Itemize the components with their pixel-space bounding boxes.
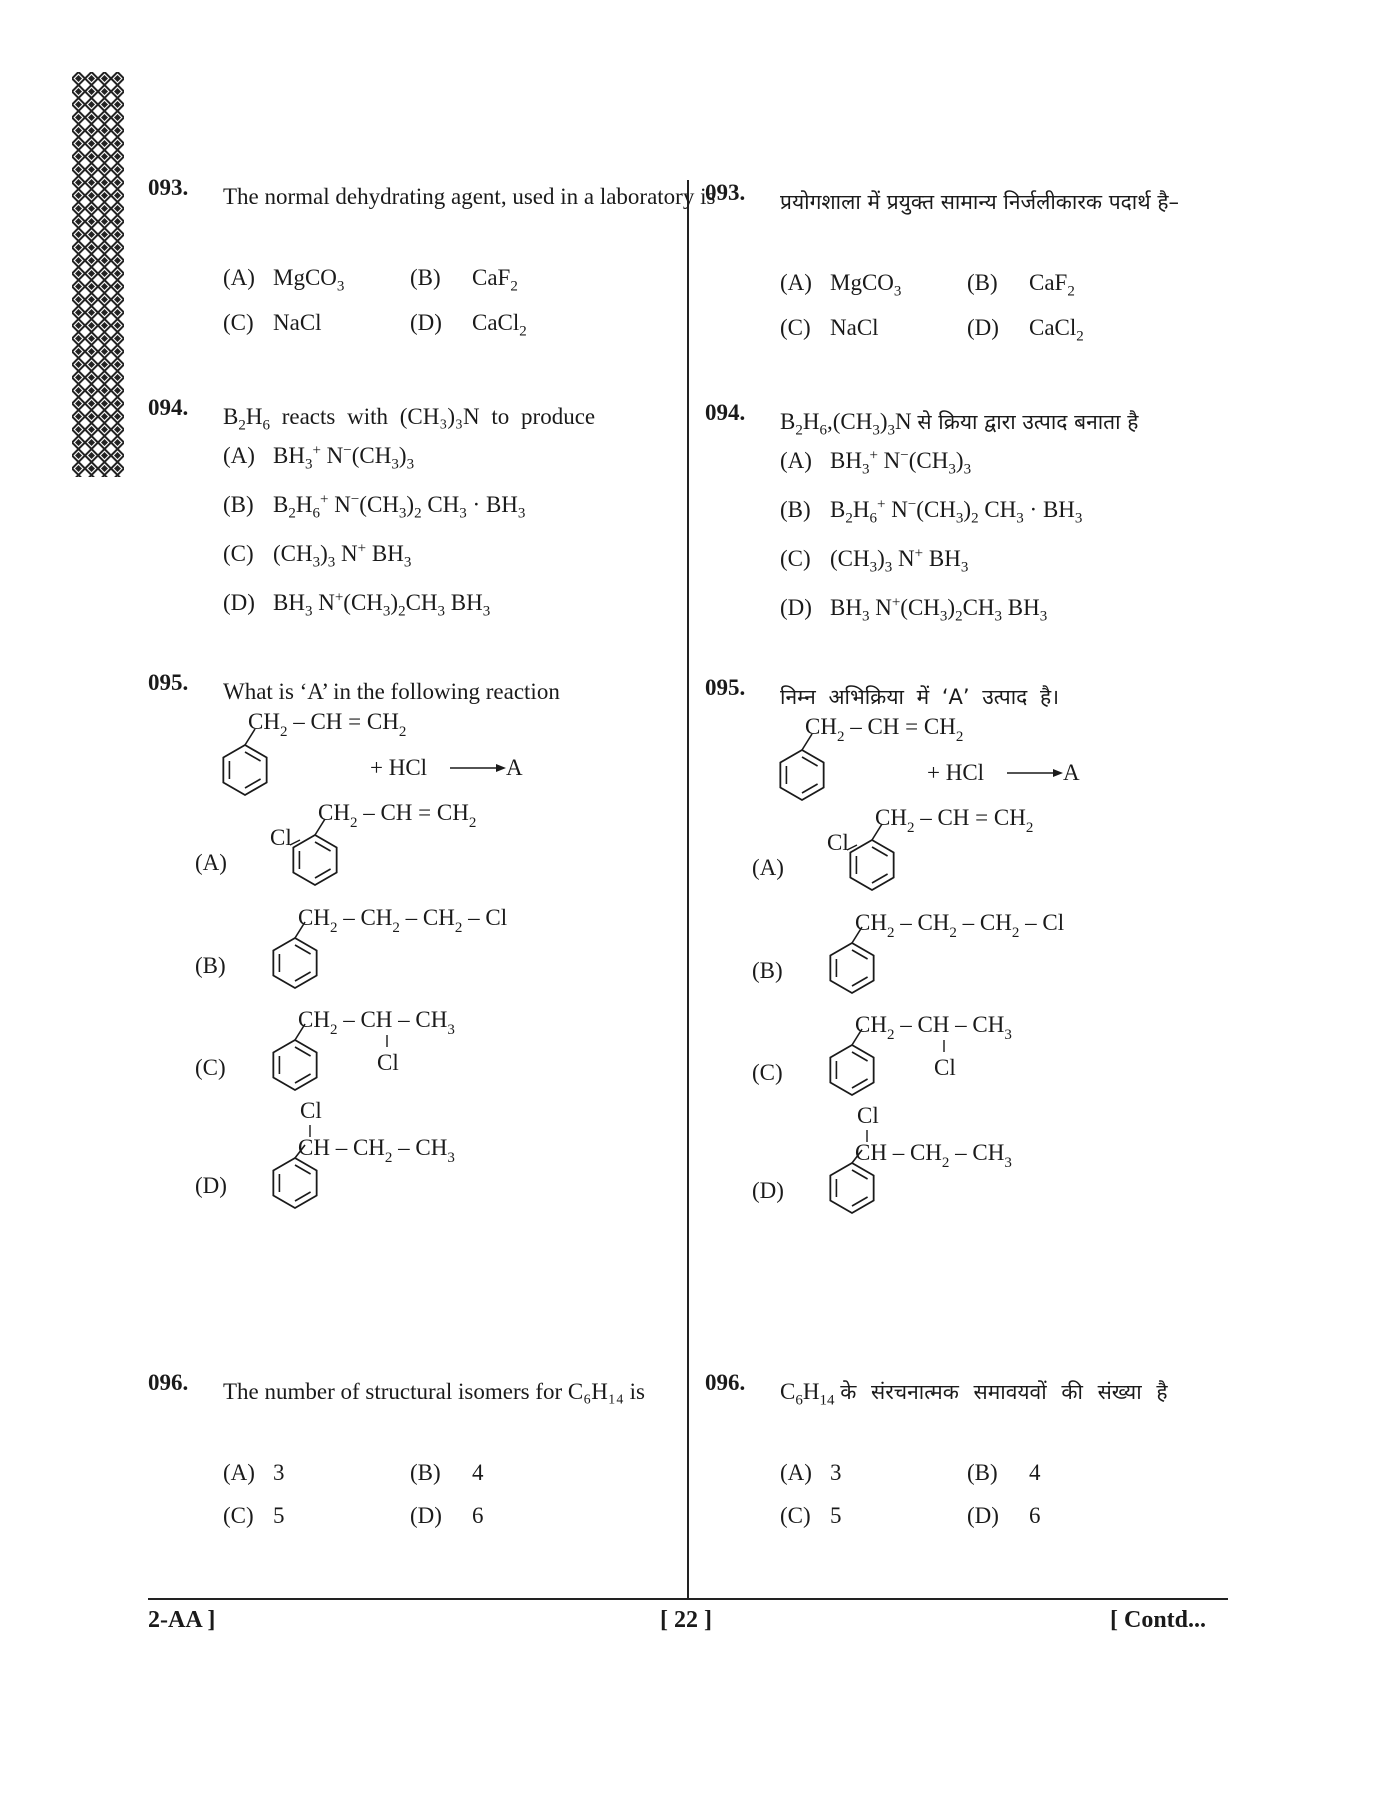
svg-text:CH2 – CH2 – CH2 – Cl: $CH_2 - CH_2 - CH_2$ – Cl <box>855 910 1065 941</box>
question-text: What is ‘A’ in the following reaction <box>223 679 560 704</box>
reagent: + HCl <box>370 755 428 780</box>
option-d-label: (D) <box>752 1178 784 1203</box>
svg-text:CH2 – CH – CH3: $CH_2$ – CH – $CH_3$ <box>298 1007 455 1038</box>
svg-text:Cl: Cl <box>270 825 292 850</box>
option-b: (B) $B_2H_6^+$ $N^-(CH_3)_2$ $CH_3 \cdot BH_3$ <box>223 491 526 522</box>
option-b: (B) $B_2H_6^+$ $N^-(CH_3)_2$ $CH_3 \cdot BH_3$ <box>780 496 1083 527</box>
option-d: (D) 6 <box>967 1503 1041 1528</box>
option-d: (D) CaCl$_2$ <box>410 310 527 340</box>
question-text: प्रयोगशाला में प्रयुक्त सामान्य निर्जलीकारक पदार्थ है– <box>780 190 1179 214</box>
question-text: $C_6H_{14}$ के संरचनात्मक समावयवों की संख्या है <box>780 1379 1168 1409</box>
reagent: + HCl <box>927 760 985 785</box>
svg-text:CH2 – CH = CH2: $CH_2$ – CH = $CH_2$ <box>875 805 1034 836</box>
option-b-label: (B) <box>752 958 783 983</box>
question-number: 093. <box>705 180 746 205</box>
option-a: (A) MgCO$_3$ <box>780 270 902 300</box>
question-text: $B_2H_6,(CH_3)_3N$ से क्रिया द्वारा उत्पाद बनाता है <box>780 409 1139 439</box>
question-number: 095. <box>705 675 746 700</box>
footer-code: 2-AA ] <box>148 1607 216 1633</box>
svg-text:Cl: Cl <box>377 1050 399 1075</box>
option-c: (C) 5 <box>780 1503 842 1528</box>
option-a: (A) $BH_3^+$ $N^-(CH_3)_3$ <box>223 442 415 473</box>
option-d-label: (D) <box>195 1173 227 1198</box>
question-text-rest: reacts with (CH₃)₃N to produce <box>281 404 596 429</box>
option-b: (B) 4 <box>967 1460 1041 1485</box>
question-number: 093. <box>148 175 189 200</box>
product: A <box>1063 760 1080 785</box>
option-c: (C) NaCl <box>223 310 322 335</box>
option-a: (A) MgCO$_3$ <box>223 265 345 295</box>
option-a-label: (A) <box>195 850 227 875</box>
svg-text:Cl: Cl <box>857 1103 879 1128</box>
option-d: (D) 6 <box>410 1503 484 1528</box>
svg-text:Cl: Cl <box>934 1055 956 1080</box>
option-a: (A) 3 <box>780 1460 842 1485</box>
option-a: (A) $BH_3^+$ $N^-(CH_3)_3$ <box>780 447 972 478</box>
svg-text:Cl: Cl <box>300 1098 322 1123</box>
footer-contd: [ Contd... <box>1110 1607 1207 1633</box>
question-number: 096. <box>148 1370 189 1395</box>
option-c: (C) NaCl <box>780 315 879 340</box>
option-c-label: (C) <box>195 1055 226 1080</box>
svg-text:CH2 – CH = CH2: $CH_2$ – CH = $CH_2$ <box>805 714 964 745</box>
svg-text:CH2 – CH2 – CH2 – Cl: $CH_2 - CH_2 - CH_2$ – Cl <box>298 905 508 936</box>
option-a-label: (A) <box>752 855 784 880</box>
footer-rule <box>148 1598 1228 1600</box>
option-c: (C) $(CH_3)_3$ N+ $BH_3$ <box>223 540 412 571</box>
option-b: (B) CaF$_2$ <box>967 270 1075 300</box>
question-text: निम्न अभिक्रिया में ‘A’ उत्पाद है। <box>780 685 1060 709</box>
svg-text:CH2 – CH = CH2: $CH_2$ – CH = $CH_2$ <box>248 709 407 740</box>
option-d: (D) $BH_3$ $N^+(CH_3)_2CH_3$ $BH_3$ <box>780 594 1048 625</box>
option-d: (D) CaCl$_2$ <box>967 315 1084 345</box>
option-c-label: (C) <box>752 1060 783 1085</box>
option-d: (D) $BH_3$ $N^+(CH_3)_2CH_3$ $BH_3$ <box>223 589 491 620</box>
option-c: (C) 5 <box>223 1503 285 1528</box>
product: A <box>506 755 523 780</box>
option-b: (B) CaF$_2$ <box>410 265 518 295</box>
question-number: 096. <box>705 1370 746 1395</box>
question-text: $B_2H_6$ reacts with (CH₃)₃N to produce <box>223 404 596 434</box>
option-a: (A) 3 <box>223 1460 285 1485</box>
svg-text:CH – CH2 – CH3: CH – $CH_2 - CH_3$ <box>298 1135 455 1166</box>
question-text: The number of structural isomers for C₆H₁₄ is <box>223 1379 645 1404</box>
question-text: The normal dehydrating agent, used in a laboratory is <box>223 184 716 209</box>
question-number: 094. <box>705 400 746 425</box>
page-number: [ 22 ] <box>660 1607 712 1633</box>
svg-text:CH – CH2 – CH3: CH – $CH_2 - CH_3$ <box>855 1140 1012 1171</box>
svg-text:Cl: Cl <box>827 830 849 855</box>
q95-structures-english <box>195 709 670 1280</box>
question-number: 094. <box>148 395 189 420</box>
question-text-rest: के संरचनात्मक समावयवों की संख्या है <box>840 1380 1168 1404</box>
option-b-label: (B) <box>195 953 226 978</box>
q95-structures-hindi <box>752 714 1227 1285</box>
svg-text:CH2 – CH – CH3: $CH_2$ – CH – $CH_3$ <box>855 1012 1012 1043</box>
option-b: (B) 4 <box>410 1460 484 1485</box>
question-text-rest: से क्रिया द्वारा उत्पाद बनाता है <box>917 410 1139 434</box>
decorative-border-pattern <box>72 72 124 477</box>
question-number: 095. <box>148 670 189 695</box>
option-c: (C) $(CH_3)_3$ N+ $BH_3$ <box>780 545 969 576</box>
svg-text:CH2 – CH = CH2: $CH_2$ – CH = $CH_2$ <box>318 800 477 831</box>
